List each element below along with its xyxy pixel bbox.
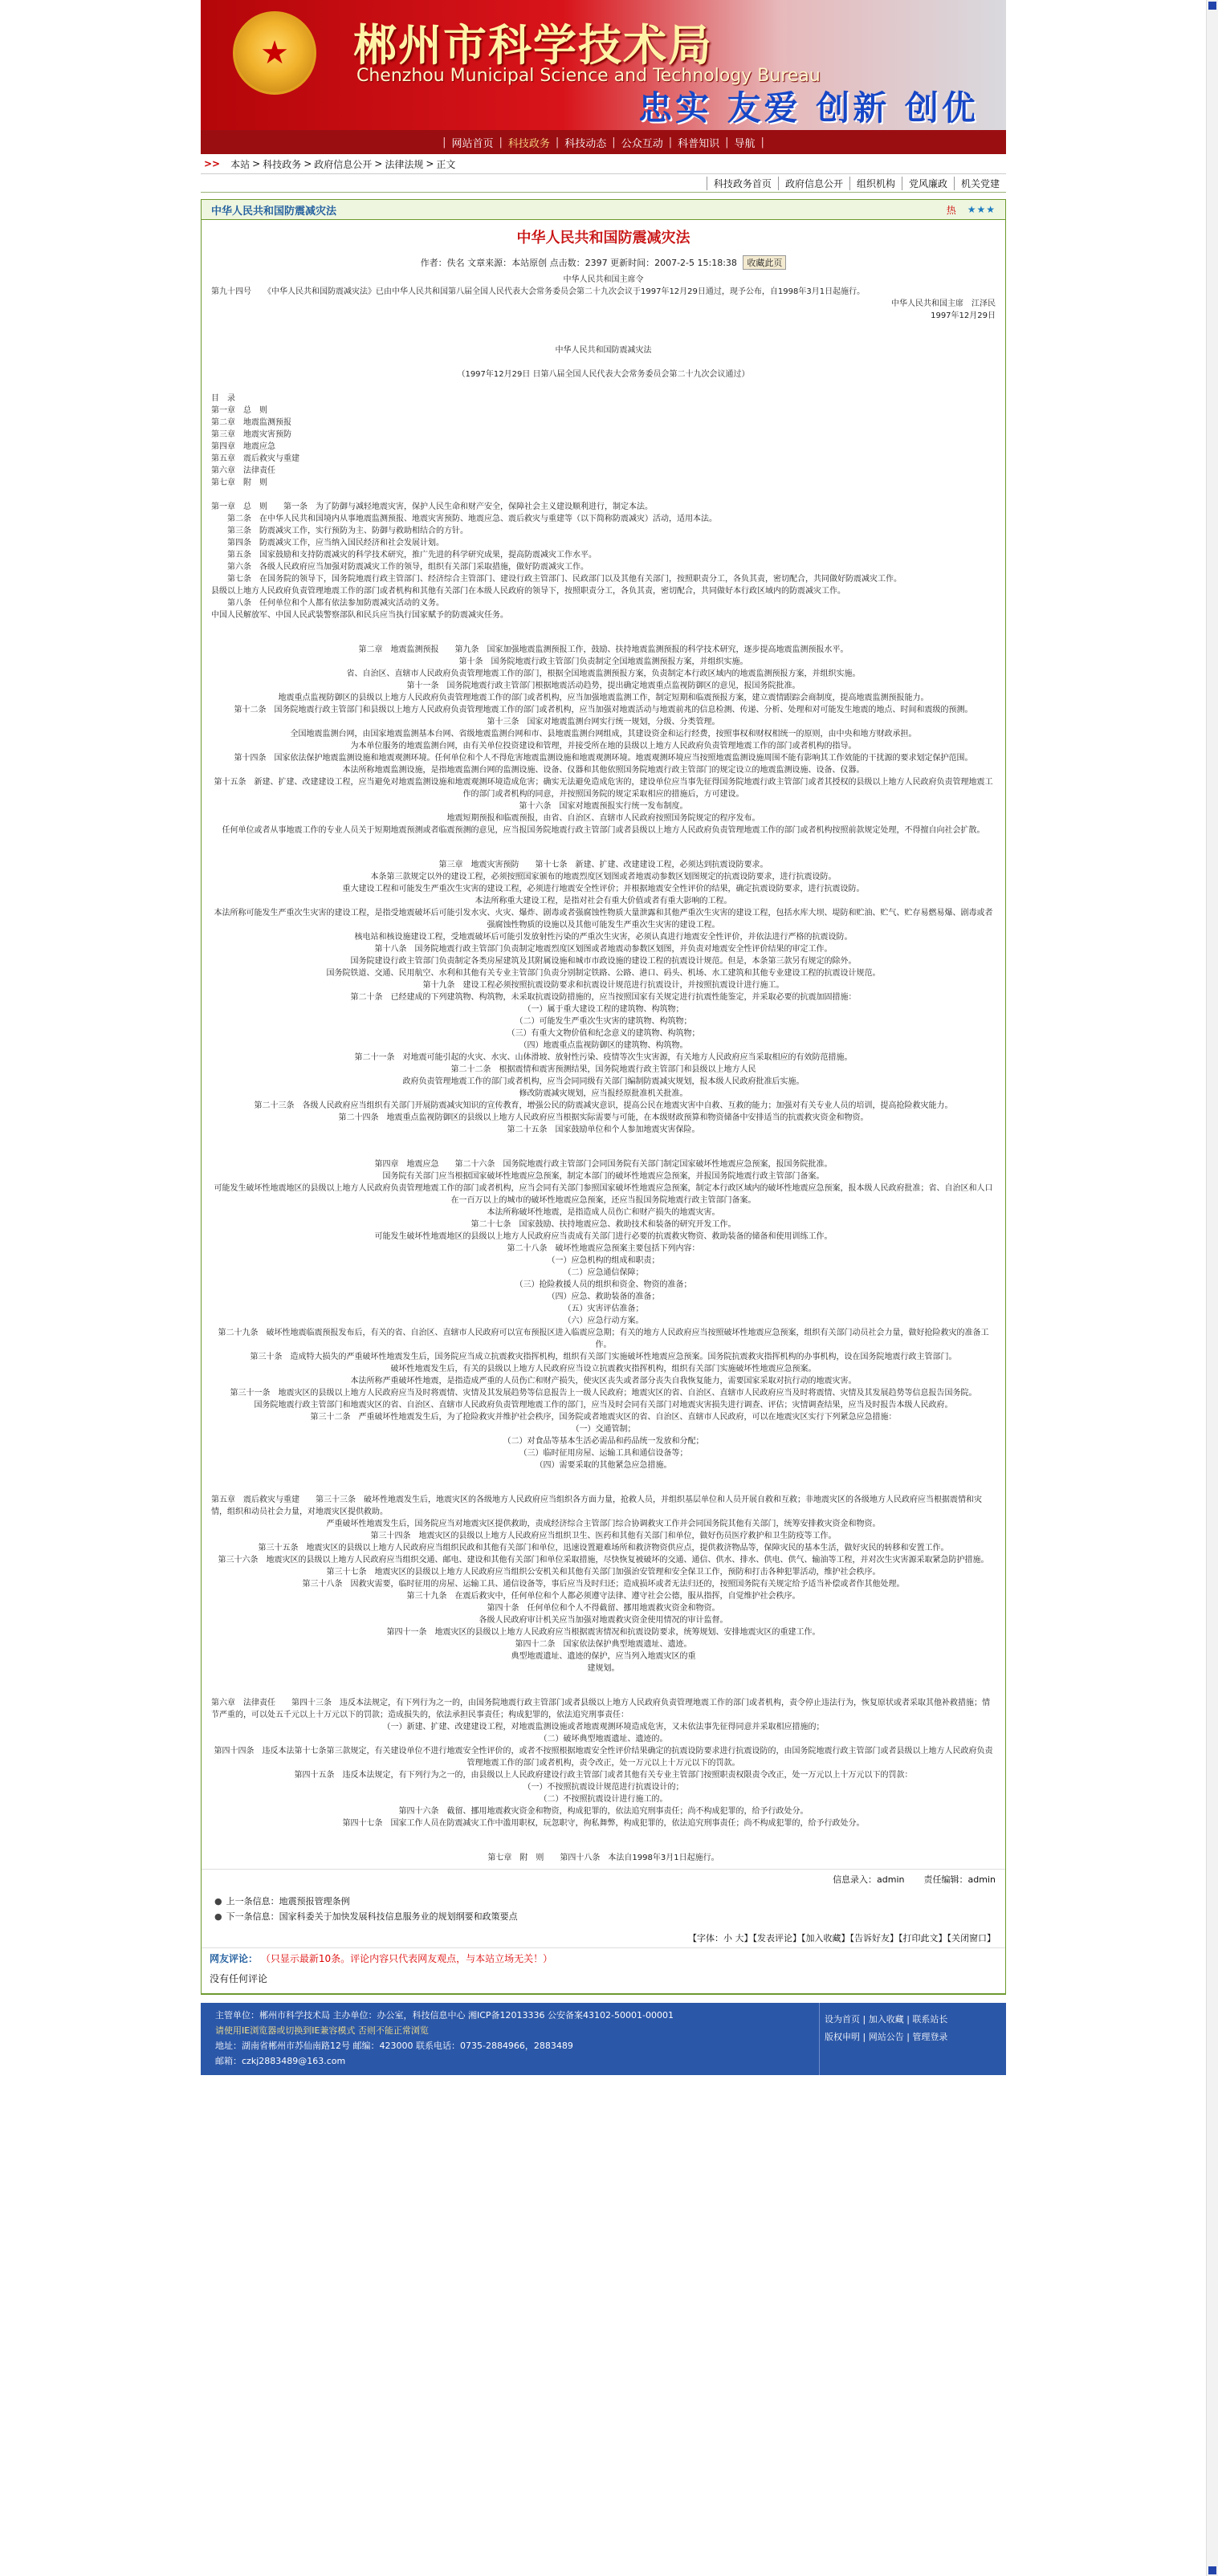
site-subtitle: Chenzhou Municipal Science and Technology Bureau (356, 66, 821, 86)
section-gap (211, 322, 996, 344)
footer-links: 设为首页 | 加入收藏 | 联系站长 版权申明 | 网站公告 | 管理登录 (819, 2003, 1006, 2075)
footer-link-homepage[interactable]: 设为首页 (825, 2014, 860, 2025)
article-line: 第十三条 国家对地震监测台网实行统一规划，分级、分类管理。 (487, 718, 720, 726)
article-line: 第二十九条 破坏性地震临震预报发布后，有关的省、自治区、直辖市人民政府可以宣布预报区进入临震应急期；有关的地方人民政府应当按照破坏性地震应急预案，组织有关部门动员社会力量，做好抢险救灾的准备工作。 (218, 1329, 989, 1349)
article-line: （四）应急、救助装备的准备； (547, 1292, 660, 1301)
article-line: （六）应急行动方案。 (563, 1316, 644, 1325)
scroll-up-icon[interactable] (1208, 2, 1216, 10)
article-meta-text: 作者：佚名 文章来源：本站原创 点击数：2397 更新时间：2007-2-5 15:18:38 (420, 258, 737, 268)
article-line: 第二十四条 地震重点监视防御区的县级以上地方人民政府应当根据实际需要与可能，在本级财政预算和物资储备中安排适当的抗震救灾资金和物资。 (338, 1113, 869, 1122)
article-line: 第十八条 国务院地震行政主管部门负责制定地震烈度区划图或者地震动参数区划图，并负责对地震安全性评价结果的审定工作。 (374, 945, 833, 954)
subnav-public-info[interactable]: 政府信息公开 (778, 177, 849, 190)
site-title: 郴州市科学技术局 (353, 19, 713, 71)
entry-by: 信息录入：admin (833, 1874, 905, 1885)
article-line: 中华人民共和国主席令 (563, 275, 644, 284)
breadcrumb-public-info[interactable]: 政府信息公开 (314, 158, 373, 170)
article-box-header (202, 200, 1005, 220)
section-gap (211, 1136, 996, 1158)
breadcrumb-laws[interactable]: 法律法规 (385, 158, 424, 170)
article-line: 本法所称重大建设工程，是指对社会有重大价值或者有重大影响的工程。 (475, 897, 732, 905)
breadcrumb-affairs[interactable]: 科技政务 (263, 158, 302, 170)
editor: 责任编辑：admin (923, 1874, 996, 1885)
comment-note: （只显示最新10条。评论内容只代表网友观点，与本站立场无关！） (260, 1953, 553, 1964)
article-line: 第六条 各级人民政府应当加强对防震减灾工作的领导，组织有关部门采取措施，做好防震减灾工作。 (211, 563, 589, 572)
article-line: 第四章 地震应急 第二十六条 国务院地震行政主管部门会同国务院有关部门制定国家破坏性地震应急预案，报国务院批准。 (374, 1160, 833, 1169)
article-line: 第八条 任何单位和个人都有依法参加防震减灾活动的义务。 (211, 599, 444, 608)
section-gap (211, 836, 996, 859)
site-banner (201, 0, 1006, 130)
article-line: 典型地震遗址、遗迹的保护，应当列入地震灾区的重 (511, 1652, 696, 1661)
article-line: 本法所称严重破坏性地震，是指造成严重的人员伤亡和财产损失，使灾区丧失或者部分丧失自我恢复能力，需要国家采取对抗行动的地震灾害。 (350, 1377, 857, 1386)
article-line: 第三十八条 因救灾需要，临时征用的房屋、运输工具、通信设备等，事后应当及时归还；造成损坏或者无法归还的，按照国务院有关规定给予适当补偿或者作其他处理。 (302, 1580, 905, 1589)
breadcrumb: >> 本站 > 科技政务 > 政府信息公开 > 法律法规 > 正文 (201, 154, 1006, 174)
slogan: 忠实 友爱 创新 创优 (638, 88, 979, 128)
article-title: 中华人民共和国防震减灾法 (516, 230, 690, 246)
article-line: 第四十七条 国家工作人员在防震减灾工作中滥用职权，玩忽职守，徇私舞弊，构成犯罪的，依法追究刑事责任；尚不构成犯罪的，给予行政处分。 (342, 1819, 865, 1828)
footer-info (201, 2003, 819, 2075)
article-line: 第五章 震后救灾与重建 (211, 454, 299, 463)
article-line: 第四十二条 国家依法保护典型地震遗址、遗迹。 (515, 1640, 692, 1649)
article-line: 第三章 地震灾害预防 第十七条 新建、扩建、改建建设工程，必须达到抗震设防要求。 (438, 861, 768, 869)
article-line: （一）属于重大建设工程的建筑物、构筑物； (523, 1005, 684, 1014)
article-line: 严重破坏性地震发生后，国务院应当对地震灾区提供救助，责成经济综合主管部门综合协调救灾工作并会同国务院其他有关部门，统筹安排救灾资金和物资。 (326, 1520, 881, 1528)
section-gap (211, 1471, 996, 1494)
article-line: 第四十六条 截留、挪用地震救灾资金和物资，构成犯罪的，依法追究刑事责任；尚不构成犯罪的，给予行政处分。 (398, 1807, 809, 1816)
article-line: 第三十九条 在震后救灾中，任何单位和个人都必须遵守法律、遵守社会公德，服从指挥，自觉维护社会秩序。 (406, 1592, 800, 1601)
article-line: 国务院建设行政主管部门负责制定各类房屋建筑及其附属设施和城市市政设施的建设工程的抗震设计规范。但是，本条第三款另有规定的除外。 (350, 957, 857, 966)
article-line: 第六章 法律责任 第四十三条 违反本法规定，有下列行为之一的，由国务院地震行政主管部门或者县级以上地方人民政府负责管理地震工作的部门或者机构，责令停止违法行为，恢复原状或者采取其他补救措施；情节严重的，可以处五千元以上十万元以下的罚款；造成损失的，依法承担民事责任；构成犯罪的，依法追究刑事责任： (211, 1699, 990, 1719)
page-scrollbar[interactable] (1206, 0, 1218, 2576)
nav-item-guide[interactable]: 导航 (734, 137, 756, 150)
article-info (202, 1869, 1005, 1889)
subnav-integrity[interactable]: 党风廉政 (902, 177, 954, 190)
article-meta (202, 255, 1005, 270)
article-line: 第三十四条 地震灾区的县级以上地方人民政府应当组织卫生、医药和其他有关部门和单位，做好伤员医疗救护和卫生防疫等工作。 (370, 1532, 837, 1540)
article-line: 中国人民解放军、中国人民武装警察部队和民兵应当执行国家赋予的防震减灾任务。 (211, 611, 508, 620)
bookmark-button[interactable]: 收藏此页 (743, 255, 786, 270)
article-line: 第五章 震后救灾与重建 第三十三条 破坏性地震发生后，地震灾区的各级地方人民政府应当组织各方面力量，抢救人员，并组织基层单位和人员开展自救和互救；非地震灾区的各级地方人民政府应当根据震情和灾情，组织和动员社会力量，对地震灾区提供救助。 (211, 1496, 982, 1516)
section-gap (211, 1829, 996, 1852)
article-line: 政府负责管理地震工作的部门或者机构，应当会同同级有关部门编制防震减灾规划，报本级人民政府批准后实施。 (402, 1077, 805, 1086)
article-tools[interactable]: 【字体：小 大】【发表评论】【加入收藏】【告诉好友】【打印此文】【关闭窗口】 (202, 1928, 1005, 1948)
article-line: 第五条 国家鼓励和支持防震减灾的科学技术研究，推广先进的科学研究成果，提高防震减灾工作水平。 (211, 551, 597, 560)
article-line: 第二十七条 国家鼓励、扶持地震应急、救助技术和装备的研究开发工作。 (470, 1220, 736, 1229)
nav-item-news[interactable]: 科技动态 (564, 137, 607, 150)
article-line: 第一章 总 则 第一条 为了防御与减轻地震灾害，保护人民生命和财产安全，保障社会主义建设顺利进行，制定本法。 (211, 503, 653, 511)
article-line: （一）应急机构的组成和职责； (547, 1256, 660, 1265)
article-line: （一）新建、扩建、改建建设工程，对地震监测设施或者地震观测环境造成危害，又未依法事先征得同意并采取相应措施的； (382, 1723, 825, 1732)
bullet-icon: ● (214, 1911, 222, 1922)
article-line: 任何单位或者从事地震工作的专业人员关于短期地震预测或者临震预测的意见，应当报国务院地震行政主管部门或者县级以上地方人民政府负责管理地震工作的部门或者机构按照前款规定处理，不得擅自向社会扩散。 (222, 826, 985, 835)
article-line: （四）地震重点监视防御区的建筑物、构筑物。 (519, 1041, 688, 1050)
article-line: 可能发生破坏性地震地区的县级以上地方人民政府应当责成有关部门进行必要的抗震救灾物资、救助装备的储备和使用训练工作。 (374, 1232, 833, 1241)
article-line: 第三章 地震灾害预防 (211, 430, 291, 439)
article-line: 第十条 国务院地震行政主管部门负责制定全国地震监测预报方案，并组织实施。 (458, 657, 748, 666)
article-line: 县级以上地方人民政府负责管理地震工作的部门或者机构和其他有关部门在本级人民政府的领导下，按照职责分工，各负其责，密切配合，共同做好本行政区域内的防震减灾工作。 (211, 587, 845, 596)
article-line: 目 录 (211, 394, 235, 403)
article-line: 核电站和核设施建设工程，受地震破坏后可能引发放射性污染的严重次生灾害，必须认真进行地震安全性评价，并依法进行严格的抗震设防。 (354, 933, 853, 942)
article-line: 可能发生破坏性地震地区的县级以上地方人民政府负责管理地震工作的部门或者机构，应当会同有关部门参照国家破坏性地震应急预案，制定本行政区域内的破坏性地震应急预案，报本级人民政府批准；省、自治区和人口在一百万以上的城市的破坏性地震应急预案，还应当报国务院地震行政主管部门备案。 (214, 1184, 993, 1205)
article-line: 第十四条 国家依法保护地震监测设施和地震观测环境。任何单位和个人不得危害地震监测设施和地震观测环境。地震观测环境应当按照地震监测设施周围不能有影响其工作效能的干扰源的要求划定保护范围。 (234, 754, 973, 763)
national-emblem-icon: ★ (233, 11, 316, 95)
article-line: 第三十一条 地震灾区的县级以上地方人民政府应当及时将震情、灾情及其发展趋势等信息报告上一级人民政府；地震灾区的省、自治区、直辖市人民政府应当及时将震情、灾情及其发展趋势等信息报告国务院。 (230, 1389, 977, 1398)
breadcrumb-current: 正文 (436, 158, 456, 170)
article-line: 为本单位服务的地震监测台网，由有关单位投资建设和管理，并接受所在地的县级以上地方人民政府负责管理地震工作的部门或者机构的指导。 (350, 742, 857, 751)
footer-link-admin[interactable]: 管理登录 (912, 2032, 948, 2042)
footer-link-favorite[interactable]: 加入收藏 (868, 2014, 904, 2025)
article-line: 第二十三条 各级人民政府应当组织有关部门开展防震减灾知识的宣传教育，增强公民的防震减灾意识，提高公民在地震灾害中自救、互救的能力；加强对有关专业人员的培训，提高抢险救灾能力。 (254, 1101, 953, 1110)
article-line: （五）灾害评估准备； (563, 1304, 644, 1313)
scroll-down-icon[interactable] (1208, 2566, 1216, 2574)
article-line: 第七章 附 则 (211, 478, 267, 487)
footer-line-3: 地址：湖南省郴州市苏仙南路12号 邮编：423000 联系电话：0735-2884966，2883489 (215, 2041, 573, 2051)
article-line: 第四章 地震应急 (211, 442, 275, 451)
article-line: （四）需要采取的其他紧急应急措施。 (535, 1461, 672, 1470)
article-line: 省、自治区、直辖市人民政府负责管理地震工作的部门，根据全国地震监测预报方案，负责制定本行政区域内的地震监测预报方案，并组织实施。 (346, 669, 861, 678)
comment-header (202, 1948, 1005, 1968)
article-line: 中华人民共和国主席 江泽民 (891, 299, 996, 308)
article-line: （二）不按照抗震设计进行施工的。 (539, 1795, 668, 1804)
article-line: 本法所称可能发生严重次生灾害的建设工程，是指受地震破坏后可能引发水灾、火灾、爆炸、剧毒或者强腐蚀性物质大量泄露和其他严重次生灾害的建设工程，包括水库大坝、堤防和贮油、贮气、贮存易燃易爆、剧毒或者强腐蚀性物质的设施以及其他可能发生严重次生灾害的建设工程。 (214, 909, 993, 930)
article-line: 第二十二条 根据震情和震害预测结果，国务院地震行政主管部门和县级以上地方人民 (450, 1065, 756, 1074)
hot-badge: 热 (946, 204, 956, 216)
article-line: 国务院地震行政主管部门和地震灾区的省、自治区、直辖市人民政府负责管理地震工作的部门，应当及时会同有关部门对地震灾害损失进行调查、评估；灾情调查结果，应当及时报告本级人民政府。 (254, 1401, 953, 1410)
article-line: 第十九条 建设工程必须按照抗震设防要求和抗震设计规范进行抗震设计，并按照抗震设计进行施工。 (422, 981, 784, 990)
article-line: （二）可能发生严重次生灾害的建筑物、构筑物； (515, 1017, 692, 1026)
article-line: （一）交通管制； (571, 1425, 636, 1434)
article-line: 第七章 附 则 第四十八条 本法自1998年3月1日起施行。 (487, 1854, 719, 1862)
article-line: （二）对食品等基本生活必需品和药品统一发放和分配； (503, 1437, 704, 1446)
article-line: （三）有重大文物价值和纪念意义的建筑物、构筑物； (507, 1029, 700, 1038)
article-line: 第九十四号 《中华人民共和国防震减灾法》已由中华人民共和国第八届全国人民代表大会常务委员会第二十九次会议于1997年12月29日通过，现予公布，自1998年3月1日起施行。 (211, 287, 866, 296)
article-line: 中华人民共和国防震减灾法 (555, 346, 652, 355)
article-line: 第三十六条 地震灾区的县级以上地方人民政府应当组织交通、邮电、建设和其他有关部门和单位采取措施，尽快恢复被破坏的交通、通信、供水、排水、供电、供气、输油等工程，并对次生灾害源采取紧急防护措施。 (218, 1556, 989, 1565)
nav-item-interaction[interactable]: 公众互动 (621, 137, 663, 150)
subnav-organization[interactable]: 组织机构 (849, 177, 902, 190)
article-line: （二）应急通信保障； (563, 1268, 644, 1277)
comment-label: 网友评论： (210, 1953, 259, 1964)
next-item (214, 1910, 996, 1923)
article-line: 破坏性地震发生后，有关的县级以上地方人民政府应当设立抗震救灾指挥机构，组织有关部门实施破坏性地震应急预案。 (390, 1365, 817, 1373)
article-line: 第二十五条 国家鼓励单位和个人参加地震灾害保险。 (507, 1125, 700, 1134)
next-link[interactable]: 下一条信息：国家科委关于加快发展科技信息服务业的规划纲要和政策要点 (226, 1911, 518, 1922)
article-line: 国务院有关部门应当根据国家破坏性地震应急预案，制定本部门的破坏性地震应急预案，并报国务院地震行政主管部门备案。 (382, 1172, 825, 1181)
main-nav: | 网站首页 | 科技政务 | 科技动态 | 公众互动 | 科普知识 | 导航 | (201, 130, 1006, 154)
article-line: 修改防震减灾规划，应当报经原批准机关批准。 (519, 1089, 688, 1098)
paragraph-gap (211, 380, 996, 393)
rating-stars-icon: ★★★ (967, 204, 996, 215)
article-line: 1997年12月29日 (931, 311, 996, 320)
footer-browser-tip: 请使用IE浏览器或切换到IE兼容模式 否则不能正常浏览 (215, 2025, 429, 2036)
paragraph-gap (211, 356, 996, 368)
article-line: 建规划。 (587, 1664, 620, 1673)
article-line: 第二十一条 对地震可能引起的火灾、水灾、山体滑坡、放射性污染、疫情等次生灾害源，有关地方人民政府应当采取相应的有效防范措施。 (354, 1053, 853, 1062)
article-line: 第十二条 国务院地震行政主管部门和县级以上地方人民政府负责管理地震工作的部门或者机构，应当加强对地震活动与地震前兆的信息检测、传递、分析、处理和对可能发生地震的地点、时间和震级的预测。 (234, 706, 973, 714)
article-line: 重大建设工程和可能发生严重次生灾害的建设工程，必须进行地震安全性评价；并根据地震安全性评价的结果，确定抗震设防要求，进行抗震设防。 (342, 885, 865, 893)
article-line: （一）不按照抗震设计规范进行抗震设计的； (523, 1783, 684, 1792)
footer-link-copyright[interactable]: 版权申明 (825, 2032, 860, 2042)
article-line: 地震重点监视防御区的县级以上地方人民政府负责管理地震工作的部门或者机构，应当加强地震监测工作，制定短期和临震预报方案，建立震情跟踪会商制度，提高地震监测预报能力。 (278, 694, 929, 702)
site-footer (201, 2003, 1006, 2075)
article-line: 第十一条 国务院地震行政主管部门根据地震活动趋势，提出确定地震重点监视防御区的意见，报国务院批准。 (406, 682, 800, 690)
article-line: （1997年12月29日 日第八届全国人民代表大会常务委员会第二十九次会议通过） (457, 370, 750, 379)
breadcrumb-arrows-icon: >> (204, 158, 221, 169)
article-line: 第三十二条 严重破坏性地震发生后，为了抢险救灾并维护社会秩序，国务院或者地震灾区的省、自治区、直辖市人民政府，可以在地震灾区实行下列紧急应急措施： (310, 1413, 897, 1422)
nav-item-home[interactable]: 网站首页 (451, 137, 494, 150)
article-line: 地震短期预报和临震预报，由省、自治区、直辖市人民政府按照国务院规定的程序发布。 (446, 814, 760, 823)
article-line: 第三条 防震减灾工作，实行预防为主、防御与救助相结合的方针。 (211, 527, 468, 535)
paragraph-gap (211, 489, 996, 501)
nav-item-affairs[interactable]: 科技政务 (507, 137, 550, 150)
article-body (202, 274, 1005, 1869)
article-line: 本法所称地震监测设施，是指地震监测台网的监测设施、设备、仪器和其他依照国务院地震行政主管部门的规定设立的地震监测设施、设备、仪器。 (342, 766, 865, 775)
article-line: （二）破坏典型地震遗址、遗迹的。 (539, 1735, 668, 1744)
breadcrumb-site[interactable]: 本站 (230, 158, 251, 170)
article-line: 本条第三款规定以外的建设工程，必须按照国家颁布的地震烈度区划图或者地震动参数区划图规定的抗震设防要求，进行抗震设防。 (370, 873, 837, 881)
article-line: 全国地震监测台网，由国家地震监测基本台网、省级地震监测台网和市、县地震监测台网组成，其建设资金和运行经费，按照事权和财权相统一的原则，由中央和地方财政承担。 (290, 730, 917, 739)
prev-next (202, 1889, 1005, 1928)
footer-email[interactable]: 邮箱：czkj2883489@163.com (215, 2056, 346, 2066)
article-line: 第四条 防震减灾工作，应当纳入国民经济和社会发展计划。 (211, 539, 444, 547)
article-box (201, 199, 1006, 1995)
article-line: 第二十八条 破坏性地震应急预案主要包括下列内容： (507, 1244, 700, 1253)
footer-line-1: 主管单位：郴州市科学技术局 主办单位：办公室，科技信息中心 湘ICP备12013336 公安备案43102-50001-00001 (215, 2010, 674, 2021)
article-line: 第四十五条 违反本法规定，有下列行为之一的，由县级以上人民政府建设行政主管部门或者其他有关专业主管部门按照职责权限责令改正，处一万元以上十万元以下的罚款： (294, 1771, 913, 1780)
sub-nav (201, 174, 1006, 193)
article-line: 国务院铁道、交通、民用航空、水利和其他有关专业主管部门负责分别制定铁路、公路、港口、码头、机场、水工建筑和其他专业建设工程的抗震设计规范。 (326, 969, 881, 978)
article-line: 第四十四条 违反本法第十七条第三款规定，有关建设单位不进行地震安全性评价的，或者不按照根据地震安全性评价结果确定的抗震设防要求进行抗震设防的，由国务院地震行政主管部门或者县级以上地方人民政府负责管理地震工作的部门或者机构，责令改正，处一万元以上十万元以下的罚款。 (214, 1747, 993, 1768)
footer-link-notice[interactable]: 网站公告 (868, 2032, 904, 2042)
section-gap (211, 1675, 996, 1697)
footer-link-contact[interactable]: 联系站长 (912, 2014, 948, 2025)
article-line: （三）临时征用房屋、运输工具和通信设备等； (519, 1449, 688, 1458)
article-line: 第七条 在国务院的领导下，国务院地震行政主管部门、经济综合主管部门、建设行政主管部门、民政部门以及其他有关部门，按照职责分工，各负其责，密切配合，共同做好防震减灾工作。 (211, 575, 902, 584)
article-line: 第四十一条 地震灾区的县级以上地方人民政府应当根据震害情况和抗震设防要求，统筹规划、安排地震灾区的重建工作。 (386, 1628, 821, 1637)
article-line: 第四十条 任何单位和个人不得截留、挪用地震救灾资金和物资。 (487, 1604, 720, 1613)
article-line: 第十五条 新建、扩建、改建建设工程，应当避免对地震监测设施和地震观测环境造成危害；确实无法避免造成危害的，建设单位应当事先征得国务院地震行政主管部门或者其授权的县级以上地方人民政府负责管理地震工作的部门或者机构的同意，并按照国务院的规定采取相应的措施后，方可建设。 (214, 778, 993, 799)
section-gap (211, 621, 996, 644)
nav-item-knowledge[interactable]: 科普知识 (678, 137, 720, 150)
section-title: 中华人民共和国防震减灾法 (211, 205, 337, 218)
article-line: （三）抢险救援人员的组织和资金、物资的准备； (515, 1280, 692, 1289)
no-comment-text: 没有任何评论 (202, 1968, 1005, 1994)
page-wrapper (201, 0, 1006, 2075)
article-line: 第十六条 国家对地震预报实行统一发布制度。 (519, 802, 688, 811)
subnav-affairs-home[interactable]: 科技政务首页 (707, 177, 778, 190)
article-line: 各级人民政府审计机关应当加强对地震救灾资金使用情况的审计监督。 (479, 1616, 728, 1625)
article-line: 第三十五条 地震灾区的县级以上地方人民政府应当组织民政和其他有关部门和单位，迅速设置避难场所和救济物资供应点，提供救济物品等，保障灾民的基本生活，做好灾民的转移和安置工作。 (258, 1544, 949, 1553)
article-line: 第二十条 已经建成的下列建筑物、构筑物，未采取抗震设防措施的，应当按照国家有关规定进行抗震性能鉴定，并采取必要的抗震加固措施： (350, 993, 857, 1002)
bullet-icon: ● (214, 1896, 222, 1907)
article-line: 第一章 总 则 (211, 406, 267, 415)
article-line: 第三十七条 地震灾区的县级以上地方人民政府应当组织公安机关和其他有关部门加强治安管理和安全保卫工作，预防和打击各种犯罪活动，维护社会秩序。 (326, 1568, 881, 1577)
prev-item (214, 1894, 996, 1907)
subnav-party[interactable]: 机关党建 (954, 177, 1006, 190)
article-line: 第三十条 造成特大损失的严重破坏性地震发生后，国务院应当成立抗震救灾指挥机构，组织有关部门实施破坏性地震应急预案。国务院抗震救灾指挥机构的办事机构，设在国务院地震行政主管部门。 (250, 1353, 957, 1361)
article-line: 第六章 法律责任 (211, 466, 275, 475)
prev-link[interactable]: 上一条信息：地震预报管理条例 (226, 1896, 350, 1907)
article-line: 第二条 在中华人民共和国境内从事地震监测预报、地震灾害预防、地震应急、震后救灾与重建等（以下简称防震减灾）活动，适用本法。 (211, 515, 717, 523)
article-line: 第二章 地震监测预报 第九条 国家加强地震监测预报工作，鼓励、扶持地震监测预报的科学技术研究，逐步提高地震监测预报水平。 (358, 645, 849, 654)
article-line: 本法所称破坏性地震，是指造成人员伤亡和财产损失的地震灾害。 (487, 1208, 720, 1217)
article-line: 第二章 地震监测预报 (211, 418, 291, 427)
